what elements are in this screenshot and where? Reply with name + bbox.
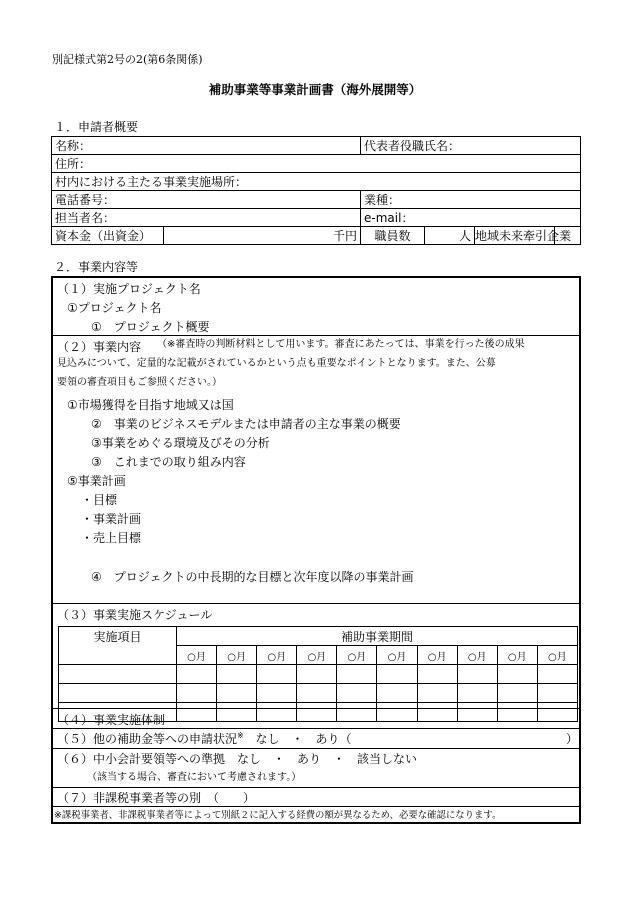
capital-label: 資本金（出資金） (52, 227, 164, 245)
schedule-cell[interactable] (217, 703, 257, 722)
schedule-cell[interactable] (297, 684, 337, 703)
accounting-guideline-note: （該当する場合、審査において考慮されます。） (87, 772, 302, 783)
phone-field[interactable]: 電話番号： (52, 191, 361, 209)
month-header: ○月 (217, 646, 257, 665)
other-subsidy-heading: （５）他の補助金等への申請状況※ なし ・ あり（ (57, 731, 352, 746)
schedule-cell[interactable] (457, 665, 497, 684)
schedule-item-header: 実施項目 (59, 627, 177, 665)
long-term-plan-label: ④ プロジェクトの中長期的な目標と次年度以降の事業計画 (91, 570, 414, 584)
month-header: ○月 (377, 646, 417, 665)
schedule-cell[interactable] (417, 665, 457, 684)
other-subsidy-options[interactable]: なし ・ あり（ (255, 732, 352, 746)
accounting-guideline-heading[interactable]: （６）中小会計要領等への準拠 なし ・ あり ・ 該当しない (57, 752, 418, 766)
schedule-cell[interactable] (177, 703, 217, 722)
business-content-note-2: 見込みについて、定量的な記載がされているかという点も重要なポイントとなります。また、公募 (57, 358, 496, 369)
month-header: ○月 (497, 646, 537, 665)
schedule-cell[interactable] (337, 703, 377, 722)
sales-target-label: ・売上目標 (81, 531, 142, 545)
schedule-cell[interactable] (497, 665, 537, 684)
other-subsidy-close-paren: ） (566, 732, 579, 746)
name-field[interactable]: 名称： (52, 137, 361, 155)
project-name-label: ①プロジェクト名 (67, 301, 162, 315)
employees-label: 職員数 (361, 227, 425, 245)
business-content-heading: （２）事業内容 (57, 340, 142, 354)
divider (53, 728, 579, 729)
schedule-cell[interactable] (417, 684, 457, 703)
schedule-cell[interactable] (377, 684, 417, 703)
section2-heading: ２．事業内容等 (54, 260, 139, 274)
schedule-cell[interactable] (297, 665, 337, 684)
schedule-cell[interactable] (59, 665, 177, 684)
schedule-cell[interactable] (217, 665, 257, 684)
schedule-cell[interactable] (257, 684, 297, 703)
divider (53, 748, 579, 749)
schedule-cell[interactable] (337, 665, 377, 684)
form-reference: 別記様式第2号の2(第6条関係) (52, 53, 203, 66)
schedule-cell[interactable] (537, 684, 577, 703)
month-header: ○月 (177, 646, 217, 665)
email-field[interactable]: e-mail： (361, 209, 581, 227)
month-header: ○月 (537, 646, 577, 665)
month-header: ○月 (337, 646, 377, 665)
schedule-cell[interactable] (417, 703, 457, 722)
month-header: ○月 (257, 646, 297, 665)
schedule-cell[interactable] (457, 703, 497, 722)
schedule-cell[interactable] (457, 684, 497, 703)
implementation-structure-heading: （４）事業実施体制 (57, 713, 166, 727)
schedule-cell[interactable] (337, 684, 377, 703)
schedule-cell[interactable] (217, 684, 257, 703)
industry-field[interactable]: 業種： (361, 191, 581, 209)
month-header: ○月 (297, 646, 337, 665)
employees-field[interactable]: 人 (425, 227, 475, 245)
representative-field[interactable]: 代表者役職氏名： (361, 137, 581, 155)
schedule-cell[interactable] (177, 665, 217, 684)
target-market-label: ①市場獲得を目指す地域又は国 (67, 398, 234, 412)
schedule-cell[interactable] (497, 703, 537, 722)
schedule-cell[interactable] (59, 684, 177, 703)
schedule-cell[interactable] (177, 684, 217, 703)
document-title: 補助事業等事業計画書（海外展開等） (208, 82, 422, 97)
business-content-note-1: （※審査時の判断材料として用います。審査にあたっては、事業を行った後の成果 (157, 339, 525, 350)
environment-analysis-label: ③事業をめぐる環境及びその分析 (91, 436, 270, 450)
schedule-period-header: 補助事業期間 (177, 627, 578, 646)
schedule-cell[interactable] (537, 665, 577, 684)
schedule-cell[interactable] (377, 665, 417, 684)
schedule-cell[interactable] (497, 684, 537, 703)
capital-field[interactable]: 千円 (164, 227, 361, 245)
regional-company-label: 地域未来牽引企業 (475, 227, 555, 245)
business-plan-label: ⑤事業計画 (67, 474, 126, 488)
tax-status-heading[interactable]: （７）非課税事業者等の別 （ ） (57, 791, 256, 805)
schedule-row (59, 684, 578, 703)
project-name-heading: （１）実施プロジェクト名 (57, 282, 201, 296)
schedule-cell[interactable] (377, 703, 417, 722)
schedule-cell[interactable] (257, 665, 297, 684)
goal-label: ・目標 (81, 493, 118, 507)
business-location-field[interactable]: 村内における主たる事業実施場所： (52, 173, 581, 191)
business-model-label: ② 事業のビジネスモデルまたは申請者の主な事業の概要 (91, 417, 401, 431)
past-efforts-label: ③ これまでの取り組み内容 (91, 455, 246, 469)
project-overview-label: ① プロジェクト概要 (91, 320, 210, 334)
contact-person-field[interactable]: 担当者名： (52, 209, 361, 227)
tax-status-footnote: ※課税事業者、非課税事業者等によって別紙２に記入する経費の額が異なるため、必要な確認になります。 (54, 810, 502, 821)
month-header: ○月 (457, 646, 497, 665)
address-field[interactable]: 住所： (52, 155, 581, 173)
divider (53, 603, 579, 604)
business-content-box (51, 276, 581, 824)
schedule-heading: （３）事業実施スケジュール (57, 608, 213, 622)
schedule-cell[interactable] (297, 703, 337, 722)
business-content-note-3: 要領の審査項目もご参照ください。） (57, 377, 222, 388)
schedule-cell[interactable] (257, 703, 297, 722)
schedule-cell[interactable] (537, 703, 577, 722)
applicant-overview-table (51, 136, 581, 245)
divider (53, 787, 579, 788)
schedule-row (59, 665, 578, 684)
section1-heading: １．申請者概要 (54, 120, 139, 134)
plan-label: ・事業計画 (81, 512, 142, 526)
month-header: ○月 (417, 646, 457, 665)
divider (53, 708, 579, 709)
